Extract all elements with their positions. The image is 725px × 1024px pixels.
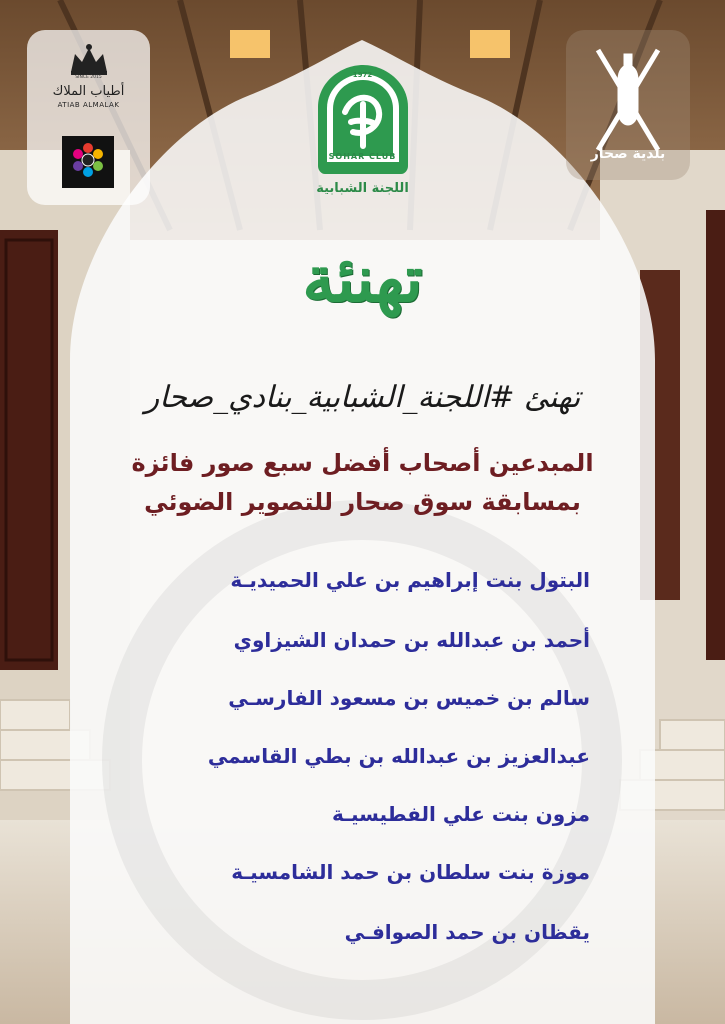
winner-name: يقظان بن حمد الصوافـي	[344, 920, 590, 944]
winner-name: مزون بنت علي الفطيسيـة	[331, 802, 590, 826]
winner-name: سالم بن خميس بن مسعود الفارسـي	[228, 686, 590, 710]
sohar-municipality-label: بلدية صحار	[590, 146, 666, 162]
oman-emblem-icon	[588, 40, 668, 160]
crown-icon	[67, 42, 111, 76]
winner-name: أحمد بن عبدالله بن حمدان الشيزاوي	[233, 628, 590, 652]
winner-name: موزة بنت سلطان بن حمد الشامسيـة	[231, 860, 590, 884]
club-founding-year: 1972	[352, 71, 373, 79]
winner-name: عبدالعزيز بن عبدالله بن بطي القاسمي	[207, 744, 590, 768]
announcement-line-2: بمسابقة سوق صحار للتصوير الضوئي	[144, 488, 581, 516]
camera-lens-icon	[62, 136, 114, 188]
atiab-since-text: SINCE 2015	[75, 75, 102, 80]
atiab-logo-box	[27, 30, 150, 205]
club-name-english: SOHAR CLUB	[328, 152, 397, 161]
atiab-name-arabic: أطياب الملاك	[52, 84, 125, 99]
winner-name: البتول بنت إبراهيم بن علي الحميديـة	[230, 568, 590, 592]
atiab-name-english: ATIAB ALMALAK	[57, 101, 120, 109]
hashtag-line: تهنئ #اللجنة_الشبابية_بنادي_صحار	[144, 380, 581, 415]
announcement-line-1: المبدعين أصحاب أفضل سبع صور فائزة	[131, 449, 594, 477]
congratulations-title: تهنئة	[302, 242, 423, 317]
youth-committee-caption: اللجنة الشبابية	[316, 181, 409, 196]
